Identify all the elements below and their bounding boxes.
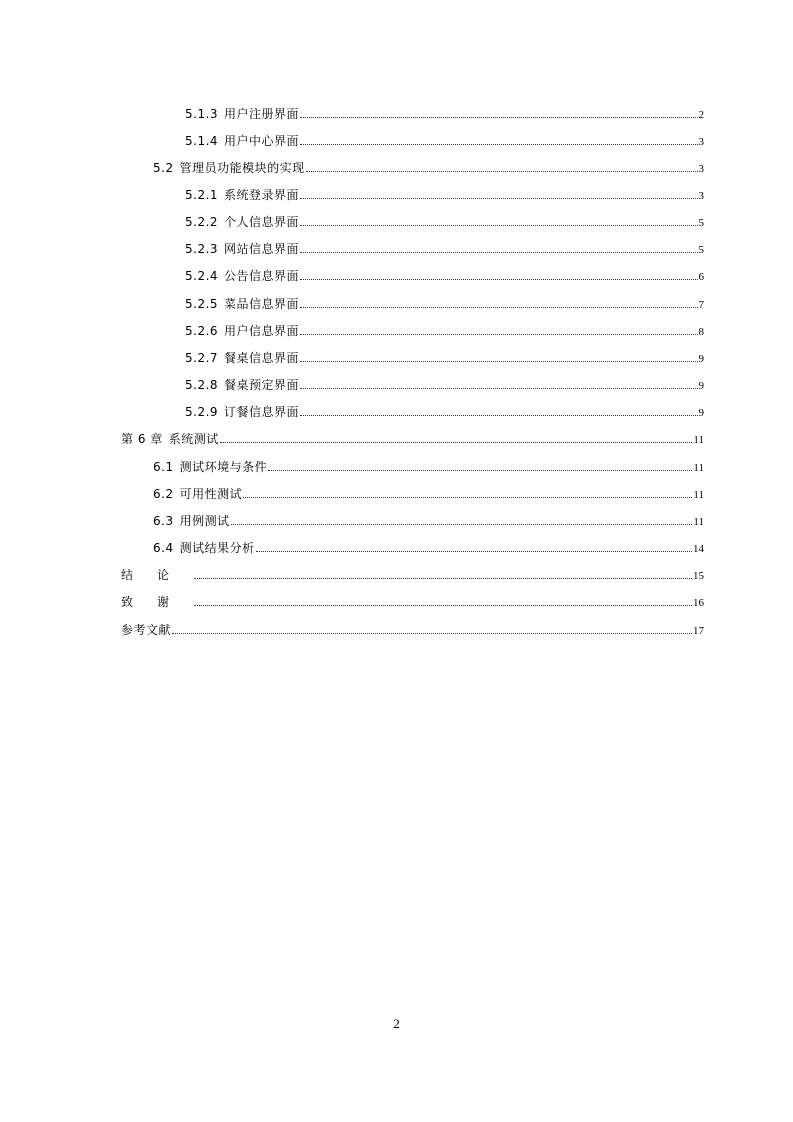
toc-entry-label: 系统登录界面 (224, 188, 300, 202)
dot-leader (300, 251, 697, 253)
toc-entry-number: 5.2 (153, 161, 174, 175)
toc-entry-label: 可用性测试 (179, 487, 243, 501)
toc-entry-page: 9 (698, 407, 704, 419)
toc-entry[interactable] (185, 376, 704, 394)
toc-entry-number: 6.4 (153, 541, 174, 555)
toc-entry-label: 系统测试 (168, 432, 219, 446)
toc-entry-number: 5.2.6 (185, 324, 219, 338)
toc-entry[interactable] (185, 403, 704, 421)
toc-entry-number: 5.2.8 (185, 378, 219, 392)
toc-entry[interactable] (121, 621, 704, 639)
toc-entry[interactable] (153, 458, 704, 476)
toc-entry-title (185, 186, 299, 204)
dot-leader (256, 550, 692, 552)
toc-entry-page: 6 (698, 271, 704, 283)
toc-entry-label: 订餐信息界面 (224, 405, 300, 419)
dot-leader (300, 306, 697, 308)
toc-entry-title (185, 240, 299, 258)
toc-entry-page: 15 (693, 570, 704, 582)
dot-leader (300, 224, 697, 226)
toc-entry-title (153, 512, 230, 530)
toc-entry-label: 公告信息界面 (224, 269, 300, 283)
toc-entry-number: 5.2.7 (185, 351, 219, 365)
dot-leader (268, 469, 692, 471)
dot-leader (300, 333, 697, 335)
toc-entry-title (185, 295, 299, 313)
toc-entry[interactable] (185, 132, 704, 150)
toc-entry-title (185, 349, 299, 367)
toc-entry[interactable] (185, 105, 704, 123)
toc-entry[interactable] (185, 295, 704, 313)
toc-entry[interactable] (153, 485, 704, 503)
toc-entry-label: 致谢 (121, 595, 194, 609)
toc-entry-title (185, 213, 299, 231)
toc-entry-number: 6.3 (153, 514, 174, 528)
toc-entry-label: 测试环境与条件 (179, 460, 268, 474)
dot-leader (172, 632, 692, 634)
toc-entry-title (153, 485, 242, 503)
dot-leader (300, 197, 697, 199)
toc-entry-label: 网站信息界面 (224, 242, 300, 256)
toc-entry[interactable] (185, 349, 704, 367)
dot-leader (300, 360, 697, 362)
toc-entry-label: 测试结果分析 (179, 541, 255, 555)
toc-entry-label: 用户信息界面 (224, 324, 300, 338)
toc-entry-title (185, 105, 299, 123)
toc-entry-number: 5.1.3 (185, 107, 219, 121)
toc-entry-page: 9 (698, 380, 704, 392)
toc-entry-page: 11 (693, 516, 704, 528)
toc-entry-page: 11 (693, 434, 704, 446)
dot-leader (220, 441, 693, 443)
toc-entry[interactable] (185, 240, 704, 258)
toc-entry-title (185, 376, 299, 394)
dot-leader (243, 496, 692, 498)
toc-entry[interactable] (153, 512, 704, 530)
toc-entry-title (185, 132, 299, 150)
dot-leader (300, 414, 697, 416)
toc-entry-label: 管理员功能模块的实现 (179, 161, 305, 175)
toc-entry-page: 17 (693, 625, 704, 637)
toc-entry-page: 14 (693, 543, 704, 555)
toc-entry-number: 第 6 章 (121, 432, 163, 446)
dot-leader (300, 278, 697, 280)
toc-entry-label: 参考文献 (121, 623, 172, 637)
page-number: 2 (393, 1016, 400, 1031)
toc-entry-page: 3 (698, 163, 704, 175)
toc-entry-number: 5.2.4 (185, 269, 219, 283)
dot-leader (300, 116, 697, 118)
dot-leader (306, 170, 698, 172)
toc-entry[interactable] (185, 213, 704, 231)
toc-entry-number: 6.1 (153, 460, 174, 474)
toc-entry-page: 16 (693, 597, 704, 609)
toc-entry-page: 3 (698, 190, 704, 202)
toc-entry-title (153, 159, 305, 177)
toc-entry[interactable] (185, 267, 704, 285)
toc-entry-label: 结论 (121, 568, 194, 582)
toc-entry-label: 餐桌预定界面 (224, 378, 300, 392)
toc-entry-label: 个人信息界面 (224, 215, 300, 229)
toc-entry-title (153, 539, 255, 557)
toc-entry-number: 5.2.1 (185, 188, 219, 202)
toc-entry-page: 3 (698, 136, 704, 148)
toc-entry-title (185, 403, 299, 421)
toc-entry-page: 7 (698, 299, 704, 311)
toc-entry-page: 11 (693, 462, 704, 474)
dot-leader (300, 143, 697, 145)
toc-entry[interactable] (121, 430, 704, 448)
toc-entry-page: 2 (698, 109, 704, 121)
toc-entry-number: 5.2.3 (185, 242, 219, 256)
toc-entry-title (185, 322, 299, 340)
toc-entry-number: 5.1.4 (185, 134, 219, 148)
toc-entry-page: 5 (698, 217, 704, 229)
toc-entry-label: 用例测试 (179, 514, 230, 528)
toc-entry-label: 用户注册界面 (224, 107, 300, 121)
toc-entry-title (121, 430, 219, 448)
toc-entry[interactable] (121, 593, 704, 611)
toc-entry-label: 用户中心界面 (224, 134, 300, 148)
toc-entry-page: 8 (698, 326, 704, 338)
toc-entry-page: 11 (693, 489, 704, 501)
toc-entry-title (153, 458, 267, 476)
toc-entry-page: 5 (698, 244, 704, 256)
dot-leader (194, 604, 692, 606)
toc-entry[interactable] (185, 322, 704, 340)
toc-entry[interactable] (121, 566, 704, 584)
dot-leader (300, 387, 697, 389)
toc-entry-title (185, 267, 299, 285)
toc-entry[interactable] (153, 539, 704, 557)
toc-entry-label: 菜品信息界面 (224, 297, 300, 311)
toc-entry-number: 6.2 (153, 487, 174, 501)
toc-entry[interactable] (185, 186, 704, 204)
toc-entry-number: 5.2.9 (185, 405, 219, 419)
toc-entry-page: 9 (698, 353, 704, 365)
toc-entry-label: 餐桌信息界面 (224, 351, 300, 365)
dot-leader (194, 577, 692, 579)
toc-entry-number: 5.2.5 (185, 297, 219, 311)
toc-entry-number: 5.2.2 (185, 215, 219, 229)
toc-entry[interactable] (153, 159, 704, 177)
dot-leader (231, 523, 693, 525)
